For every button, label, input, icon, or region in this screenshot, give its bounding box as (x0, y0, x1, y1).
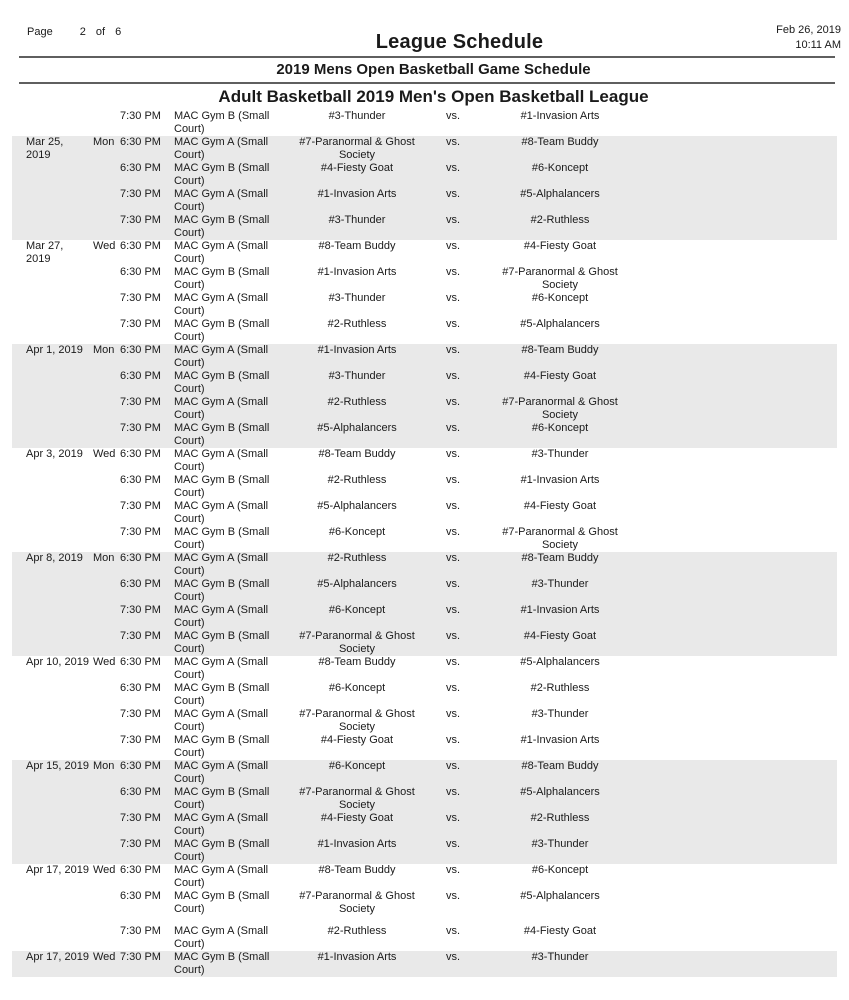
game-location: MAC Gym B (Small Court) (174, 578, 270, 603)
away-team: #4-Fiesty Goat (523, 500, 597, 512)
game-row (12, 890, 837, 916)
game-row (12, 422, 837, 448)
vs-label: vs. (445, 396, 461, 408)
game-time: 6:30 PM (120, 578, 161, 590)
page-value: 2 of 6 (79, 26, 122, 38)
away-team: #6-Koncept (531, 864, 589, 876)
away-team: #8-Team Buddy (521, 760, 599, 772)
game-time: 6:30 PM (120, 864, 161, 876)
game-date: Apr 3, 2019 (26, 448, 83, 460)
away-team: #8-Team Buddy (521, 344, 599, 356)
game-location: MAC Gym B (Small Court) (174, 786, 270, 811)
home-team: #3-Thunder (328, 292, 386, 304)
away-team: #1-Invasion Arts (520, 604, 600, 616)
game-location: MAC Gym B (Small Court) (174, 318, 270, 343)
game-row (12, 630, 837, 656)
home-team: #7-Paranormal & Ghost Society (299, 890, 415, 915)
game-time: 7:30 PM (120, 630, 161, 642)
away-team: #4-Fiesty Goat (523, 370, 597, 382)
vs-label: vs. (445, 240, 461, 252)
home-team: #8-Team Buddy (318, 240, 396, 252)
game-time: 6:30 PM (120, 370, 161, 382)
game-row (12, 812, 837, 838)
home-team: #4-Fiesty Goat (320, 812, 394, 824)
game-time: 7:30 PM (120, 734, 161, 746)
game-day: Wed (93, 448, 116, 460)
game-row (12, 318, 837, 344)
date-group (12, 552, 837, 656)
game-time: 6:30 PM (120, 136, 161, 148)
game-location: MAC Gym B (Small Court) (174, 474, 270, 499)
game-location: MAC Gym A (Small Court) (174, 760, 269, 785)
game-time: 7:30 PM (120, 526, 161, 538)
game-row (12, 240, 837, 266)
vs-label: vs. (445, 110, 461, 122)
schedule-subtitle: 2019 Mens Open Basketball Game Schedule (276, 61, 591, 78)
game-row (12, 578, 837, 604)
game-location: MAC Gym A (Small Court) (174, 864, 269, 889)
vs-label: vs. (445, 526, 461, 538)
game-location: MAC Gym A (Small Court) (174, 240, 269, 265)
away-team: #5-Alphalancers (520, 188, 600, 200)
game-time: 6:30 PM (120, 266, 161, 278)
home-team: #8-Team Buddy (318, 448, 396, 460)
date-group (12, 448, 837, 552)
vs-label: vs. (445, 188, 461, 200)
league-subtitle: Adult Basketball 2019 Men's Open Basketball League (218, 87, 649, 106)
vs-label: vs. (445, 838, 461, 850)
game-row (12, 604, 837, 630)
game-row (12, 344, 837, 370)
home-team: #6-Koncept (328, 682, 386, 694)
home-team: #7-Paranormal & Ghost Society (299, 136, 415, 161)
game-row (12, 266, 837, 292)
game-row (12, 864, 837, 890)
game-location: MAC Gym A (Small Court) (174, 552, 269, 577)
vs-label: vs. (445, 951, 461, 963)
home-team: #8-Team Buddy (318, 656, 396, 668)
vs-label: vs. (445, 864, 461, 876)
game-row (12, 214, 837, 240)
game-location: MAC Gym B (Small Court) (174, 734, 270, 759)
vs-label: vs. (445, 292, 461, 304)
game-location: MAC Gym B (Small Court) (174, 682, 270, 707)
date-group (12, 110, 837, 136)
away-team: #4-Fiesty Goat (523, 240, 597, 252)
home-team: #5-Alphalancers (317, 578, 397, 590)
game-location: MAC Gym B (Small Court) (174, 266, 270, 291)
game-time: 6:30 PM (120, 760, 161, 772)
vs-label: vs. (445, 925, 461, 937)
home-team: #8-Team Buddy (318, 864, 396, 876)
game-location: MAC Gym B (Small Court) (174, 526, 270, 551)
game-location: MAC Gym B (Small Court) (174, 890, 270, 915)
vs-label: vs. (445, 604, 461, 616)
game-time: 7:30 PM (120, 422, 161, 434)
game-location: MAC Gym A (Small Court) (174, 500, 269, 525)
game-row (12, 925, 837, 951)
game-time: 7:30 PM (120, 188, 161, 200)
home-team: #2-Ruthless (327, 552, 387, 564)
date-group (12, 951, 837, 977)
away-team: #4-Fiesty Goat (523, 630, 597, 642)
game-row (12, 838, 837, 864)
game-date: Apr 1, 2019 (26, 344, 83, 356)
away-team: #6-Koncept (531, 422, 589, 434)
game-location: MAC Gym B (Small Court) (174, 838, 270, 863)
home-team: #6-Koncept (328, 526, 386, 538)
away-team: #3-Thunder (531, 448, 589, 460)
away-team: #1-Invasion Arts (520, 474, 600, 486)
game-location: MAC Gym A (Small Court) (174, 708, 269, 733)
game-time: 7:30 PM (120, 292, 161, 304)
game-location: MAC Gym A (Small Court) (174, 344, 269, 369)
game-time: 7:30 PM (120, 708, 161, 720)
away-team: #6-Koncept (531, 292, 589, 304)
game-time: 6:30 PM (120, 344, 161, 356)
vs-label: vs. (445, 734, 461, 746)
game-row (12, 786, 837, 812)
game-location: MAC Gym A (Small Court) (174, 604, 269, 629)
game-time: 7:30 PM (120, 500, 161, 512)
page-label: Page (27, 26, 53, 38)
game-location: MAC Gym A (Small Court) (174, 188, 269, 213)
vs-label: vs. (445, 552, 461, 564)
home-team: #7-Paranormal & Ghost Society (299, 630, 415, 655)
vs-label: vs. (445, 266, 461, 278)
vs-label: vs. (445, 136, 461, 148)
game-location: MAC Gym A (Small Court) (174, 448, 269, 473)
vs-label: vs. (445, 448, 461, 460)
away-team: #4-Fiesty Goat (523, 925, 597, 937)
vs-label: vs. (445, 500, 461, 512)
game-day: Wed (93, 951, 116, 963)
away-team: #8-Team Buddy (521, 552, 599, 564)
game-time: 7:30 PM (120, 396, 161, 408)
away-team: #3-Thunder (531, 578, 589, 590)
home-team: #1-Invasion Arts (317, 951, 397, 963)
vs-label: vs. (445, 708, 461, 720)
game-row (12, 110, 837, 136)
game-row (12, 136, 837, 162)
away-team: #2-Ruthless (530, 812, 590, 824)
game-time: 7:30 PM (120, 838, 161, 850)
home-team: #1-Invasion Arts (317, 188, 397, 200)
game-location: MAC Gym A (Small Court) (174, 656, 269, 681)
game-day: Wed (93, 240, 116, 252)
game-date: Apr 17, 2019 (26, 864, 89, 876)
away-team: #8-Team Buddy (521, 136, 599, 148)
away-team: #1-Invasion Arts (520, 110, 600, 122)
game-time: 6:30 PM (120, 474, 161, 486)
vs-label: vs. (445, 786, 461, 798)
home-team: #4-Fiesty Goat (320, 162, 394, 174)
report-header (0, 0, 849, 56)
game-row (12, 162, 837, 188)
home-team: #2-Ruthless (327, 474, 387, 486)
date-group (12, 760, 837, 864)
game-time: 6:30 PM (120, 448, 161, 460)
game-location: MAC Gym A (Small Court) (174, 812, 269, 837)
away-team: #5-Alphalancers (520, 786, 600, 798)
game-time: 6:30 PM (120, 162, 161, 174)
schedule-table (12, 110, 837, 977)
away-team: #7-Paranormal & Ghost Society (502, 396, 618, 421)
game-time: 7:30 PM (120, 812, 161, 824)
game-date: Apr 10, 2019 (26, 656, 89, 668)
game-day: Wed (93, 864, 116, 876)
game-row (12, 708, 837, 734)
game-location: MAC Gym A (Small Court) (174, 292, 269, 317)
away-team: #5-Alphalancers (520, 890, 600, 902)
vs-label: vs. (445, 214, 461, 226)
game-row (12, 370, 837, 396)
game-day: Mon (93, 552, 115, 564)
home-team: #1-Invasion Arts (317, 266, 397, 278)
game-row (12, 474, 837, 500)
game-location: MAC Gym A (Small Court) (174, 925, 269, 950)
game-location: MAC Gym B (Small Court) (174, 162, 270, 187)
vs-label: vs. (445, 578, 461, 590)
game-day: Mon (93, 344, 115, 356)
vs-label: vs. (445, 162, 461, 174)
game-time: 6:30 PM (120, 240, 161, 252)
game-row (12, 396, 837, 422)
away-team: #6-Koncept (531, 162, 589, 174)
game-row (12, 760, 837, 786)
vs-label: vs. (445, 656, 461, 668)
vs-label: vs. (445, 890, 461, 902)
away-team: #5-Alphalancers (520, 656, 600, 668)
home-team: #1-Invasion Arts (317, 344, 397, 356)
game-time: 6:30 PM (120, 552, 161, 564)
game-row (12, 188, 837, 214)
game-location: MAC Gym A (Small Court) (174, 396, 269, 421)
game-date: Mar 25, 2019 (26, 136, 64, 161)
print-date: Feb 26, 2019 (776, 24, 841, 36)
away-team: #7-Paranormal & Ghost Society (502, 526, 618, 551)
date-group (12, 240, 837, 344)
game-row (12, 734, 837, 760)
game-row (12, 500, 837, 526)
game-row (12, 951, 837, 977)
game-day: Wed (93, 656, 116, 668)
game-time: 6:30 PM (120, 890, 161, 902)
away-team: #2-Ruthless (530, 682, 590, 694)
game-location: MAC Gym B (Small Court) (174, 951, 270, 976)
game-row (12, 656, 837, 682)
home-team: #4-Fiesty Goat (320, 734, 394, 746)
game-time: 7:30 PM (120, 214, 161, 226)
vs-label: vs. (445, 422, 461, 434)
document-title: League Schedule (375, 31, 544, 53)
home-team: #2-Ruthless (327, 396, 387, 408)
date-group (12, 344, 837, 448)
game-row (12, 552, 837, 578)
game-time: 7:30 PM (120, 110, 161, 122)
game-location: MAC Gym B (Small Court) (174, 422, 270, 447)
game-time: 6:30 PM (120, 682, 161, 694)
date-group (12, 656, 837, 760)
vs-label: vs. (445, 474, 461, 486)
print-time: 10:11 AM (795, 39, 841, 51)
game-time: 7:30 PM (120, 318, 161, 330)
game-location: MAC Gym B (Small Court) (174, 110, 270, 135)
home-team: #3-Thunder (328, 370, 386, 382)
away-team: #5-Alphalancers (520, 318, 600, 330)
home-team: #5-Alphalancers (317, 500, 397, 512)
home-team: #2-Ruthless (327, 925, 387, 937)
home-team: #3-Thunder (328, 214, 386, 226)
home-team: #7-Paranormal & Ghost Society (299, 708, 415, 733)
home-team: #3-Thunder (328, 110, 386, 122)
home-team: #6-Koncept (328, 760, 386, 772)
game-row (12, 292, 837, 318)
game-location: MAC Gym B (Small Court) (174, 214, 270, 239)
game-row (12, 448, 837, 474)
vs-label: vs. (445, 682, 461, 694)
game-time: 7:30 PM (120, 951, 161, 963)
away-team: #1-Invasion Arts (520, 734, 600, 746)
away-team: #3-Thunder (531, 708, 589, 720)
game-row (12, 526, 837, 552)
vs-label: vs. (445, 318, 461, 330)
game-date: Mar 27, 2019 (26, 240, 64, 265)
game-day: Mon (93, 760, 115, 772)
vs-label: vs. (445, 812, 461, 824)
vs-label: vs. (445, 344, 461, 356)
home-team: #6-Koncept (328, 604, 386, 616)
home-team: #1-Invasion Arts (317, 838, 397, 850)
vs-label: vs. (445, 760, 461, 772)
game-time: 6:30 PM (120, 656, 161, 668)
date-group (12, 136, 837, 240)
game-location: MAC Gym B (Small Court) (174, 370, 270, 395)
game-time: 7:30 PM (120, 925, 161, 937)
game-date: Apr 17, 2019 (26, 951, 89, 963)
away-team: #2-Ruthless (530, 214, 590, 226)
game-date: Apr 15, 2019 (26, 760, 89, 772)
game-row (12, 682, 837, 708)
home-team: #7-Paranormal & Ghost Society (299, 786, 415, 811)
home-team: #2-Ruthless (327, 318, 387, 330)
game-date: Apr 8, 2019 (26, 552, 83, 564)
game-location: MAC Gym B (Small Court) (174, 630, 270, 655)
date-group (12, 864, 837, 951)
vs-label: vs. (445, 370, 461, 382)
vs-label: vs. (445, 630, 461, 642)
away-team: #3-Thunder (531, 951, 589, 963)
away-team: #7-Paranormal & Ghost Society (502, 266, 618, 291)
away-team: #3-Thunder (531, 838, 589, 850)
home-team: #5-Alphalancers (317, 422, 397, 434)
game-location: MAC Gym A (Small Court) (174, 136, 269, 161)
print-timestamp (776, 23, 841, 53)
game-time: 7:30 PM (120, 604, 161, 616)
game-day: Mon (93, 136, 115, 148)
game-time: 6:30 PM (120, 786, 161, 798)
